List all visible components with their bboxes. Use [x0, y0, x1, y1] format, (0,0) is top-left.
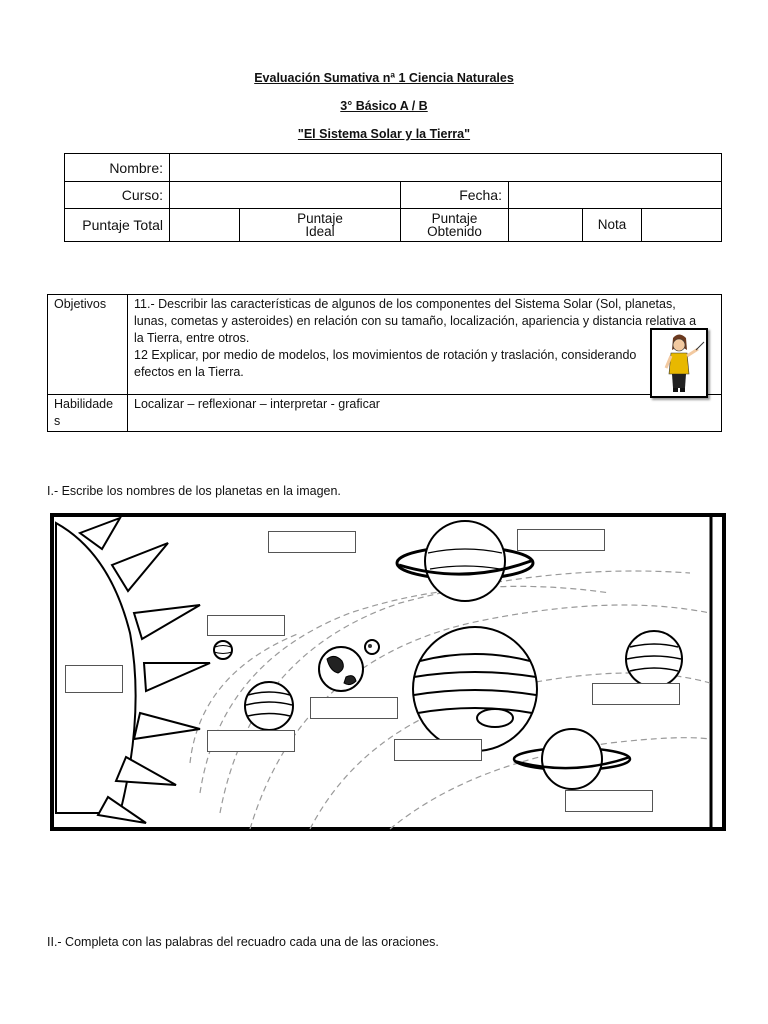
curso-label: Curso: — [65, 182, 170, 209]
puntaje-obtenido-line2: Obtenido — [427, 224, 482, 239]
habilidades-label-line2: s — [54, 414, 61, 428]
teacher-icon — [652, 330, 706, 396]
nota-label: Nota — [583, 209, 642, 242]
objetivos-label: Objetivos — [48, 295, 128, 395]
venus-drawing — [245, 682, 293, 730]
planet-answer-box[interactable] — [565, 790, 653, 812]
jupiter-drawing — [413, 627, 537, 751]
neptune-drawing — [626, 631, 682, 687]
mercury-drawing — [214, 641, 232, 659]
curso-field[interactable] — [170, 182, 401, 209]
earth-drawing — [319, 647, 363, 691]
teacher-illustration — [650, 328, 708, 398]
puntaje-ideal-line1: Puntaje — [297, 210, 343, 226]
fecha-label: Fecha: — [401, 182, 509, 209]
puntaje-total-field[interactable] — [170, 209, 240, 242]
section1-instruction: I.- Escribe los nombres de los planetas en la imagen. — [47, 484, 341, 498]
objectives-table — [47, 294, 722, 432]
objective-line: efectos en la Tierra. — [134, 365, 244, 379]
puntaje-ideal-line2: Ideal — [305, 224, 335, 239]
solar-system-drawing — [50, 513, 726, 831]
puntaje-obtenido-line1: Puntaje — [431, 210, 478, 226]
unit-subtitle: "El Sistema Solar y la Tierra" — [297, 127, 471, 141]
planet-answer-box[interactable] — [310, 697, 398, 719]
mars-drawing — [365, 640, 379, 654]
planet-answer-box[interactable] — [517, 529, 605, 551]
planet-answer-box[interactable] — [65, 665, 123, 693]
objective-line: 11.- Describir las características de algunos de los componentes del Sistema Solar (Sol, planetas, — [134, 297, 676, 311]
objective-line: 12 Explicar, por medio de modelos, los movimientos de rotación y traslación, considerando — [134, 348, 637, 362]
planet-answer-box[interactable] — [394, 739, 482, 761]
habilidades-label-line1: Habilidade — [54, 397, 114, 411]
puntaje-ideal-label — [240, 209, 401, 242]
fecha-field[interactable] — [509, 182, 722, 209]
grade-subtitle: 3° Básico A / B — [340, 99, 428, 113]
planet-answer-box[interactable] — [592, 683, 680, 705]
solar-system-diagram — [50, 513, 726, 831]
nombre-label: Nombre: — [65, 154, 170, 182]
habilidades-label — [48, 395, 128, 432]
objectives-text — [128, 295, 722, 395]
worksheet-title: Evaluación Sumativa nª 1 Ciencia Naturales — [254, 71, 514, 85]
planet-answer-box[interactable] — [207, 730, 295, 752]
student-info-table — [64, 153, 722, 242]
puntaje-total-label: Puntaje Total — [65, 209, 170, 242]
objective-line: lunas, cometas y asteroides) en relación con su tamaño, localización, apariencia y distancia relativa a — [134, 314, 697, 328]
planet-answer-box[interactable] — [207, 615, 285, 636]
planet-answer-box[interactable] — [268, 531, 356, 553]
objective-line: la Tierra, entre otros. — [134, 331, 250, 345]
puntaje-obtenido-label — [401, 209, 509, 242]
habilidades-text: Localizar – reflexionar – interpretar - graficar — [128, 395, 722, 432]
nombre-field[interactable] — [170, 154, 722, 182]
puntaje-obtenido-field[interactable] — [509, 209, 583, 242]
nota-field[interactable] — [642, 209, 722, 242]
section2-instruction: II.- Completa con las palabras del recuadro cada una de las oraciones. — [47, 935, 439, 949]
